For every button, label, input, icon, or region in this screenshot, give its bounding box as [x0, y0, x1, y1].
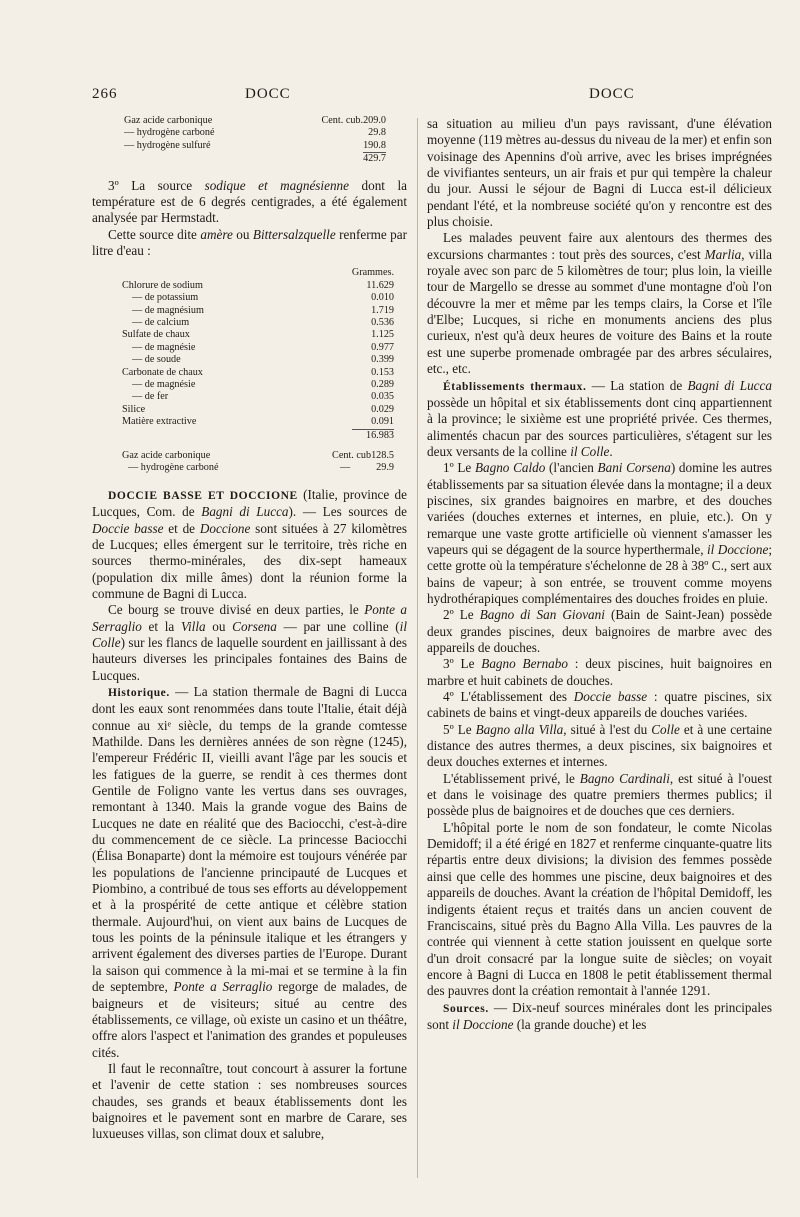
section-heading: Établissements thermaux.: [443, 380, 587, 393]
paragraph-excursions: Les malades peuvent faire aux alentours des thermes des excursions charmantes : tout près des sources, c'est Marlia, villa royale avec son parc de 5 kilomètres de tour; plus loin, la vieille tour de Margello se dresse au sommet d'une montagne d'où l'on découvre la mer et même par les temps clairs, la Corse et l'île d'Elbe; Lucques, si riche en monuments anciens des plus curieux, n'est qu'à deux heures de voiture des Bains et la route est une superbe promenade ombragée par des arbres séculaires, etc., etc.: [427, 230, 772, 377]
table-label: — de magnésium: [132, 304, 204, 316]
table-row: [122, 354, 394, 366]
table-value: 190.8: [363, 139, 386, 151]
table-label: Sulfate de chaux: [122, 329, 190, 341]
table-row: [122, 280, 394, 292]
table-row: [122, 404, 394, 416]
gas-table-1: [124, 115, 386, 166]
table-total: 429.7: [363, 153, 386, 165]
entry-doccie-basse: DOCCIE BASSE ET DOCCIONE (Italie, province de Lucques, Com. de Bagni di Lucca). — Les sources de Doccie basse et de Doccione sont situées à 27 kilomètres de Lucques; elles émergent sur le territoire, très riche en sources thermo-minérales, des dix-sept hameaux (population dix mille âmes) dont la réunion forme la commune de Bagni di Lucca.: [92, 486, 407, 601]
table-total-row: [124, 153, 386, 166]
table-value: 128.5: [371, 450, 394, 462]
table-value: 209.0: [363, 115, 386, 126]
table-label: Matière extractive: [122, 416, 197, 428]
table-label: — de calcium: [132, 316, 190, 328]
table-row: [124, 127, 386, 139]
table-label: Gaz acide carbonique: [122, 450, 211, 462]
table-value: 0.977: [371, 341, 394, 353]
header-left-word: DOCC: [245, 86, 291, 102]
paragraph-bernabo: 3º Le Bagno Bernabo : deux piscines, huit baignoires en marbre et huit cabinets de douches.: [427, 656, 772, 688]
table-row: [122, 292, 394, 304]
paragraph-bagno-caldo: 1º Le Bagno Caldo (l'ancien Bani Corsena) domine les autres établissements par sa situation élevée dans la montagne; il a deux piscines, six grandes baignoires en marbre, et des douches variées (douches externes et internes, en pluie, etc.). On y remarque une vaste grotte artificielle où viennent s'amasser les vapeurs qui se dégagent de la source hyperthermale, il Doccione; cette grotte où la température s'échelonne de 28 à 38º C., sert aux bains de vapeur; à son entrée, se trouvent comme moyens hydrothérapiques complémentaires des douches froides en pluie.: [427, 460, 772, 606]
table-unit: Cent. cub: [332, 450, 372, 462]
paragraph-situation: sa situation au milieu d'un pays ravissant, d'une élévation moyenne (119 mètres au-dessus du niveau de la mer) et enfin son voisinage des Apennins d'où arrive, avec les brises imprégnées de vivifiantes senteurs, un air frais et pur qui tempère la chaleur du jour. Aussi le séjour de Bagni di Lucca est-il délicieux pendant l'été, et la nombreuse société qu'on y rencontre est des plus choisie.: [427, 116, 772, 230]
left-column: [92, 115, 407, 1143]
table-row: [122, 305, 394, 317]
paragraph-doccie-basse: 4º L'établissement des Doccie basse : quatre piscines, six cabinets de bains et vingt-deux appareils de douches variées.: [427, 689, 772, 721]
table-value: 0.091: [371, 416, 394, 428]
paragraph-historique: Historique. — La station thermale de Bagni di Lucca dont les eaux sont renommées dans toute l'Italie, était déjà connue au xiᵉ siècle, du temps de la grande comtesse Mathilde. Dans les dernières années de son règne (1245), l'empereur Frédéric II, vieilli avant l'âge par les soucis et les fatigues de la guerre, se rendit à ces thermes dont Gentile de Foligno vante les vertus dans ses ouvrages, remontant à 1340. Mais la grande vogue des Bains de Lucques ne date en réalité que des Baciocchi, c'est-à-dire du commencement de ce siècle. La princesse Baciocchi (Élisa Bonaparte) dont la mémoire est toujours vénérée par les populations de l'ancienne principauté de Lucques et Piombino, a contribué de tous ses efforts au développement et à la prospérité de cette antique et célèbre station thermale. Aujourd'hui, on vient aux bains de Lucques de tous les points de la péninsule italique et les étrangers y arrivent également des diverses parties de l'Europe. Durant la saison qui commence à la mi-mai et se termine à la fin de septembre, Ponte a Serraglio regorge de malades, de baigneurs et de visiteurs; situé au centre des établissements, ce village, où existe un casino et un théâtre, offre alors l'aspect et l'animation des grandes et populeuses cités.: [92, 683, 407, 1060]
table-value: 0.399: [371, 354, 394, 366]
table-row: [122, 329, 394, 341]
paragraph-bourg: Ce bourg se trouve divisé en deux parties, le Ponte a Serraglio et la Villa ou Corsena — par une colline (il Colle) sur les flancs de laquelle sourdent en jaillissant à des hauteurs diverses les principales fontaines des Bains de Lucques.: [92, 602, 407, 683]
table-value: 0.010: [371, 292, 394, 304]
section-heading: Sources.: [443, 1002, 489, 1015]
paragraph-sources: Sources. — Dix-neuf sources minérales dont les principales sont il Doccione (la grande douche) et les: [427, 999, 772, 1032]
table-value: 11.629: [366, 279, 394, 291]
table-value: 29.8: [368, 127, 386, 139]
table-label: — de soude: [132, 354, 181, 366]
table-row: [124, 115, 386, 127]
page-number: 266: [92, 86, 118, 102]
entry-heading: DOCCIE BASSE ET DOCCIONE: [108, 489, 298, 502]
table-unit-header: Grammes.: [351, 267, 394, 279]
table-total-row: [122, 429, 394, 442]
header-right-word: DOCC: [589, 86, 635, 102]
table-label: — de potassium: [132, 292, 199, 304]
table-value: 0.035: [371, 391, 394, 403]
table-label: — de magnésie: [132, 341, 196, 353]
table-row: [124, 140, 386, 153]
table-row: [122, 416, 394, 429]
table-row: [122, 462, 394, 474]
table-row: [122, 391, 394, 403]
table-value: 1.719: [371, 304, 394, 316]
table-value: 0.289: [371, 379, 394, 390]
table-label: — de magnésie: [132, 379, 196, 390]
table-value: 0.029: [371, 403, 394, 415]
table-label: — de fer: [132, 391, 169, 403]
right-column: [427, 116, 772, 1033]
table-label: Chlorure de sodium: [122, 279, 203, 291]
section-heading: Historique.: [108, 686, 170, 699]
table-value: 29.9: [376, 462, 394, 474]
table-row: [122, 342, 394, 354]
table-label: Carbonate de chaux: [122, 366, 203, 378]
paragraph-cardinali: L'établissement privé, le Bagno Cardinali, est situé à l'ouest et dans le voisinage des quatre premiers thermes publics; il possède plus de baignoires et de douches que ces derniers.: [427, 770, 772, 819]
table-label: — hydrogène sulfuré: [124, 139, 211, 151]
paragraph-etablissements: Établissements thermaux. — La station de Bagni di Lucca possède un hôpital et six établissements dont cinq appartiennent à la province; le sixième est une propriété privée. Ces thermes, alimentés chacun par des sources particulières, s'étagent sur les deux versants de la colline il Colle.: [427, 377, 772, 459]
mineral-table: [122, 267, 394, 442]
paragraph-alla-villa: 5º Le Bagno alla Villa, situé à l'est du Colle et à une certaine distance des autres thermes, a deux piscines, six baignoires et deux douches externes et internes.: [427, 721, 773, 770]
table-value: 0.153: [371, 366, 394, 378]
paragraph-source-3: 3º La source sodique et magnésienne dont la température est de 6 degrés centigrades, a été également analysée par Hermstadt.: [92, 177, 407, 226]
table-label: — hydrogène carboné: [124, 127, 215, 139]
running-header: [92, 86, 748, 106]
table-unit: —: [340, 462, 351, 474]
paragraph-hopital: L'hôpital porte le nom de son fondateur, le comte Nicolas Demidoff; il a été érigé en 1827 et renferme cinquante-quatre lits répartis entre deux divisions; la division des femmes possède ainsi que celle des hommes une piscine, deux baignoires et des appareils de douches. Avant la création de l'hôpital Demidoff, les indigents étaient reçus et traités dans un ancien couvent de Franciscains, situé près du Bagno Alla Villa. Les pauvres de la contrée qui viennent à cette station jouissent en quelque sorte d'un droit consacré par la longue suite de siècles; on voyait encore à Bagni di Lucca en 1808 le petit établissement thermal des pauvres dont la création remontait à l'année 1291.: [427, 819, 772, 999]
paragraph-fortune: Il faut le reconnaître, tout concourt à assurer la fortune et l'avenir de cette station : ses nombreuses sources chaudes, ses grands et beaux établissements dont les baignoires et le pavement sont en marbre de Carare, ses luxueuses villas, son climat doux et salubre,: [92, 1060, 407, 1142]
table-value: 0.536: [371, 316, 394, 328]
table-header-row: [122, 267, 394, 279]
table-row: [122, 450, 394, 462]
table-unit: Cent. cub.: [321, 115, 364, 126]
table-label: — hydrogène carboné: [128, 462, 219, 474]
table-row: [122, 379, 394, 391]
table-row: [122, 367, 394, 379]
table-value: 1.125: [371, 329, 394, 341]
paragraph-source-3-contents: Cette source dite amère ou Bittersalzquelle renferme par litre d'eau :: [92, 226, 407, 258]
table-label: Silice: [122, 403, 146, 415]
table-label: Gaz acide carbonique: [124, 115, 213, 126]
paragraph-san-giovani: 2º Le Bagno di San Giovani (Bain de Saint-Jean) possède deux grandes piscines, deux baignoires de marbre avec des appareils de douches.: [427, 607, 772, 655]
gas-table-2: [122, 450, 394, 475]
column-divider: [417, 118, 418, 1178]
table-total: 16.983: [352, 429, 394, 442]
table-row: [122, 317, 394, 329]
